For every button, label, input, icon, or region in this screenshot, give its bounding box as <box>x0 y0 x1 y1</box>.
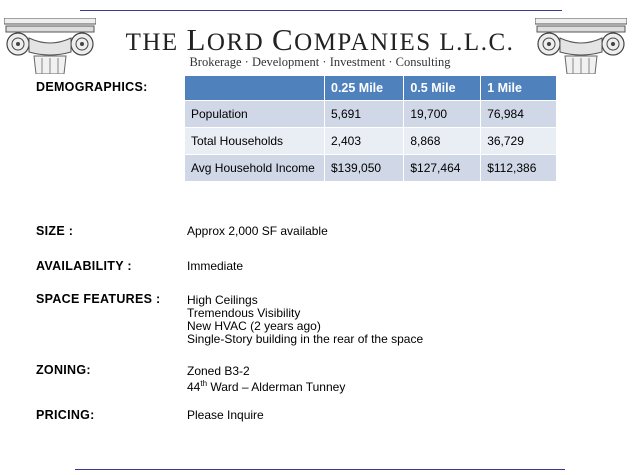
pricing-value: Please Inquire <box>187 408 264 422</box>
table-cell: 76,984 <box>481 101 557 128</box>
table-cell: $139,050 <box>325 155 404 182</box>
table-cell: $127,464 <box>404 155 481 182</box>
space-feature-item: Tremendous Visibility <box>187 306 301 320</box>
company-logo-wordmark <box>120 22 520 58</box>
brand-ord: ORD <box>206 29 265 56</box>
demographics-table <box>185 76 557 182</box>
space-feature-item: New HVAC (2 years ago) <box>187 319 321 333</box>
space-feature-item: Single-Story building in the rear of the space <box>187 332 424 346</box>
table-row <box>185 101 557 128</box>
brand-prefix: THE <box>125 29 179 56</box>
brand-initial-c: C <box>271 22 295 57</box>
ward-value <box>187 378 345 393</box>
zoning-label: ZONING: <box>36 363 91 377</box>
table-cell: 19,700 <box>404 101 481 128</box>
table-cell: 8,868 <box>404 128 481 155</box>
tagline: Brokerage · Development · Investment · Consulting <box>189 55 451 69</box>
bottom-rule <box>75 469 565 470</box>
table-header-cell <box>185 76 325 101</box>
table-header-cell: 0.5 Mile <box>404 76 481 101</box>
ward-number: 44 <box>187 380 201 394</box>
table-cell: Avg Household Income <box>185 155 325 182</box>
table-row <box>185 128 557 155</box>
size-value: Approx 2,000 SF available <box>187 224 328 238</box>
table-cell: 5,691 <box>325 101 404 128</box>
table-cell: Population <box>185 101 325 128</box>
ward-ordinal-suffix: th <box>200 379 208 388</box>
table-cell: 36,729 <box>481 128 557 155</box>
space-feature-item: High Ceilings <box>187 293 258 307</box>
size-label: SIZE : <box>36 224 74 238</box>
top-rule <box>80 10 562 11</box>
table-header-cell: 0.25 Mile <box>325 76 404 101</box>
ionic-column-capital-left-icon <box>4 18 96 74</box>
table-header-row <box>185 76 557 101</box>
space-features-label: SPACE FEATURES : <box>36 292 161 306</box>
zoning-value: Zoned B3-2 <box>187 364 250 378</box>
ward-text: Ward – Alderman Tunney <box>207 380 346 394</box>
ionic-column-capital-right-icon <box>535 18 627 74</box>
table-cell: 2,403 <box>325 128 404 155</box>
brand-initial-l: L <box>186 22 207 57</box>
table-cell: $112,386 <box>481 155 557 182</box>
availability-value: Immediate <box>187 259 244 273</box>
table-header-cell: 1 Mile <box>481 76 557 101</box>
brand-ompanies: OMPANIES <box>294 29 432 56</box>
table-row <box>185 155 557 182</box>
availability-label: AVAILABILITY : <box>36 259 132 273</box>
table-cell: Total Households <box>185 128 325 155</box>
pricing-label: PRICING: <box>36 408 95 422</box>
brand-suffix: L.L.C. <box>439 29 515 56</box>
demographics-label: DEMOGRAPHICS: <box>36 80 148 94</box>
